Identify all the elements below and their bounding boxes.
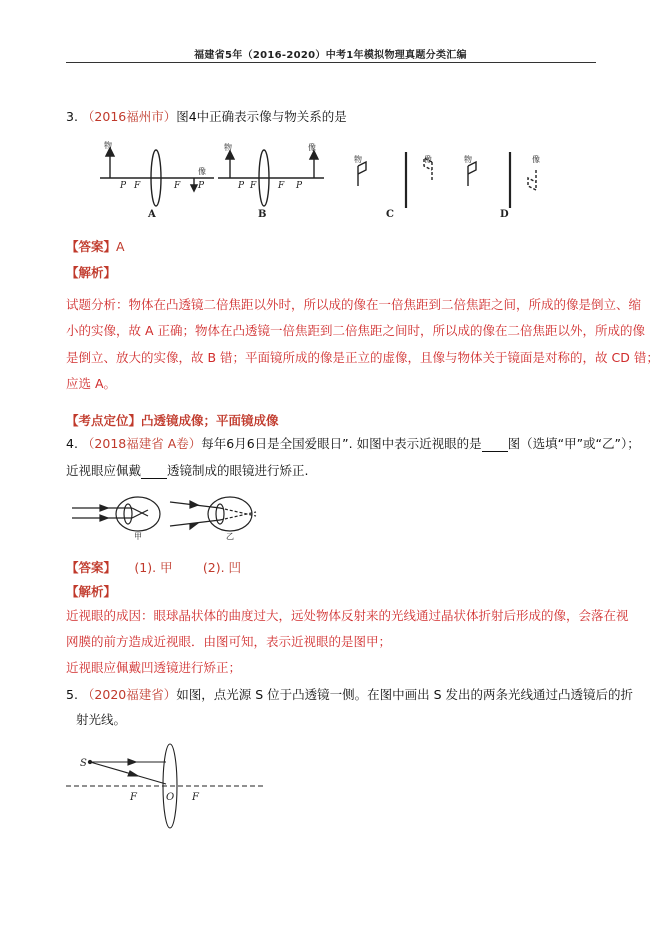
question-number: 4. — [66, 436, 78, 451]
question-source: （2020福建省） — [81, 687, 177, 702]
question-text: 每年6月6日是全国爱眼日”. 如图中表示近视眼的是 — [201, 436, 482, 451]
eye-label-1: 甲 — [134, 532, 142, 540]
question-number: 5. — [66, 687, 78, 702]
analysis-line: 近视眼应佩戴凹透镜进行矫正； — [66, 660, 242, 675]
header-rule — [66, 62, 596, 63]
question-4-line-2 — [66, 463, 309, 479]
analysis-line: 小的实像，故 A 正确；物体在凸透镜一倍焦距到二倍焦距之间时，所以成的像在二倍焦距以外，所成的像 — [66, 323, 645, 338]
page-header: 福建省5年（2016-2020）中考1年模拟物理真题分类汇编 — [194, 50, 467, 61]
key-point-3 — [66, 411, 279, 429]
eye-figure — [70, 494, 280, 540]
svg-text:F: F — [174, 181, 181, 191]
svg-text:像: 像 — [424, 155, 432, 164]
answer-tag: 【答案】 — [66, 560, 117, 575]
answer-4 — [66, 558, 241, 576]
analysis-line: 网膜的前方造成近视眼．由图可知，表示近视眼的是图甲； — [66, 634, 392, 649]
answer-blank — [141, 466, 167, 479]
p-label: P — [120, 181, 127, 191]
analysis-tag-4: 【解析】 — [66, 584, 117, 599]
question-text: 如图，点光源 S 位于凸透镜一侧。在图中画出 S 发出的两条光线通过凸透镜后的折 — [176, 687, 633, 702]
question-4 — [66, 436, 640, 452]
svg-text:P: P — [198, 181, 205, 191]
image-label: 像 — [198, 167, 206, 176]
svg-text:P: P — [296, 181, 303, 191]
question-5 — [66, 687, 633, 703]
question-number: 3. — [66, 109, 78, 124]
question-5-line-2: 射光线。 — [76, 712, 127, 727]
answer-value: A — [116, 239, 125, 254]
svg-text:F: F — [278, 181, 285, 191]
source-label: S — [80, 758, 87, 769]
analysis-line: 试题分析：物体在凸透镜二倍焦距以外时，所以成的像在一倍焦距到二倍焦距之间，所成的像是倒立、缩 — [66, 297, 642, 312]
question-text: 图（选填“甲”或“乙”）； — [507, 436, 640, 451]
analysis-line: 应选 A。 — [66, 376, 117, 391]
svg-text:像: 像 — [532, 155, 540, 164]
analysis-line: 是倒立、放大的实像，故 B 错；平面镜所成的像是正立的虚像，且像与物体关于镜面是对称的，故 CD 错； — [66, 350, 659, 365]
svg-text:像: 像 — [308, 143, 316, 152]
eye-1 — [116, 497, 160, 531]
analysis-tag-3: 【解析】 — [66, 265, 117, 280]
svg-text:物: 物 — [464, 155, 472, 164]
answer-tag: 【答案】 — [66, 239, 117, 254]
option-b-label: B — [258, 209, 267, 220]
answer-blank — [482, 439, 508, 452]
svg-text:F: F — [250, 181, 257, 191]
answer-3 — [66, 237, 125, 255]
svg-text:物: 物 — [354, 155, 362, 164]
question-text: 图4中正确表示像与物关系的是 — [176, 109, 347, 124]
question-source: （2018福建省 A卷） — [81, 436, 202, 451]
figure-4-image-object — [96, 140, 556, 220]
center-label: O — [166, 792, 175, 803]
object-label: 物 — [104, 141, 112, 150]
answer-value-1: (1). 甲 — [134, 560, 173, 575]
answer-value-2: (2). 凹 — [202, 560, 242, 575]
key-point-value: 凸透镜成像；平面镜成像 — [141, 413, 279, 428]
question-3 — [66, 109, 347, 125]
question-text: 近视眼应佩戴 — [66, 463, 142, 478]
focus-label-left: F — [130, 792, 137, 803]
option-d-label: D — [500, 209, 509, 220]
eye-label-2: 乙 — [226, 532, 234, 540]
convex-lens-figure — [66, 740, 276, 830]
option-c-label: C — [386, 209, 394, 220]
analysis-line: 近视眼的成因：眼球晶状体的曲度过大，远处物体反射来的光线通过晶状体折射后形成的像，会落在视 — [66, 608, 629, 623]
question-source: （2016福州市） — [81, 109, 177, 124]
svg-text:P: P — [238, 181, 245, 191]
question-text: 透镜制成的眼镜进行矫正. — [167, 463, 309, 478]
svg-text:物: 物 — [224, 143, 232, 152]
option-a-label: A — [148, 209, 156, 220]
key-point-tag: 【考点定位】 — [66, 413, 142, 428]
focus-label-right: F — [192, 792, 199, 803]
f-label: F — [134, 181, 141, 191]
